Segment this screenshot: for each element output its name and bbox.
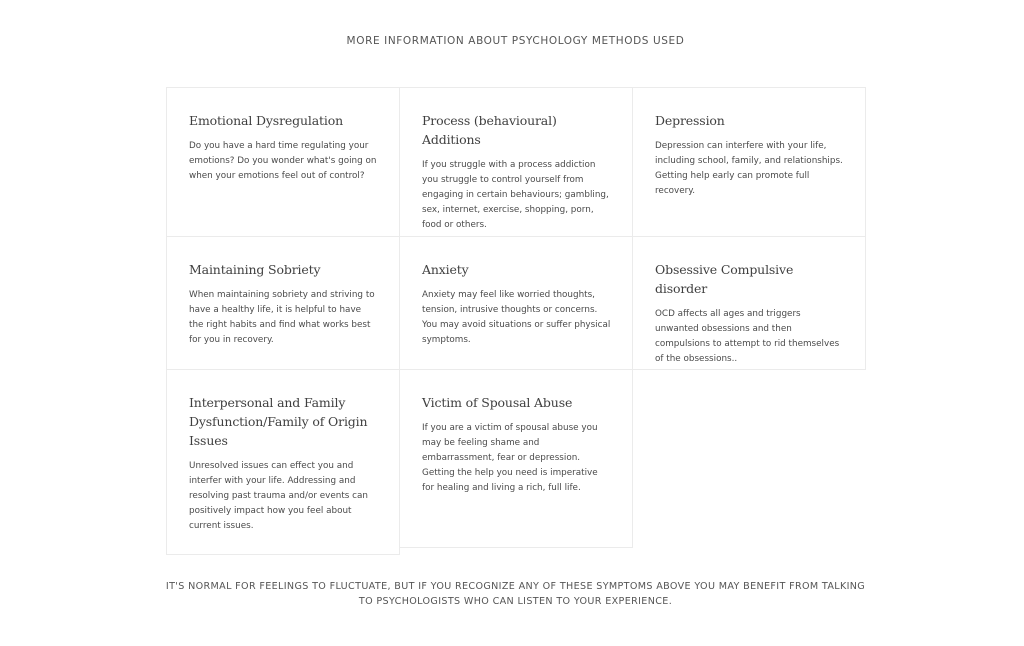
card-process-additions bbox=[399, 87, 633, 237]
card-body: Unresolved issues can effect you and interfer with your life. Addressing and resolving past trauma and/or events can positively impact how you feel about current issues. bbox=[189, 461, 368, 531]
card-spousal-abuse bbox=[399, 369, 633, 548]
card-title: Anxiety bbox=[422, 262, 469, 277]
card-title: Depression bbox=[655, 113, 725, 128]
card-ocd bbox=[632, 236, 866, 370]
card-emotional-dysregulation bbox=[166, 87, 400, 237]
card-title: Process (behavioural) Additions bbox=[422, 113, 557, 147]
card-body: If you struggle with a process addiction you struggle to control yourself from engaging in certain behaviours; gambling, sex, internet, exercise, shopping, porn, food or others. bbox=[422, 160, 609, 230]
card-body: OCD affects all ages and triggers unwanted obsessions and then compulsions to attempt to rid themselves of the obsessions.. bbox=[655, 309, 840, 364]
card-anxiety bbox=[399, 236, 633, 370]
card-title: Interpersonal and Family Dysfunction/Family of Origin Issues bbox=[189, 395, 368, 448]
card-title: Obsessive Compulsive disorder bbox=[655, 262, 794, 296]
card-maintaining-sobriety bbox=[166, 236, 400, 370]
card-body: Depression can interfere with your life, including school, family, and relationships. Getting help early can promote full recovery. bbox=[655, 141, 843, 196]
card-body: Do you have a hard time regulating your emotions? Do you wonder what's going on when your emotions feel out of control? bbox=[189, 141, 377, 181]
card-body: Anxiety may feel like worried thoughts, tension, intrusive thoughts or concerns. You may avoid situations or suffer physical symptoms. bbox=[422, 290, 611, 345]
card-depression bbox=[632, 87, 866, 237]
card-interpersonal-family bbox=[166, 369, 400, 555]
footer-note: IT'S NORMAL FOR FEELINGS TO FLUCTUATE, BUT IF YOU RECOGNIZE ANY OF THESE SYMPTOMS ABOVE YOU MAY BENEFIT FROM TALKING TO PSYCHOLOGISTS WHO CAN LISTEN TO YOUR EXPERIENCE. bbox=[165, 581, 866, 607]
card-body: If you are a victim of spousal abuse you may be feeling shame and embarrassment, fear or depression. Getting the help you need is imperative for healing and living a rich, full life. bbox=[422, 423, 598, 493]
section-heading: MORE INFORMATION ABOUT PSYCHOLOGY METHODS USED bbox=[346, 35, 685, 47]
card-title: Maintaining Sobriety bbox=[189, 262, 321, 277]
card-title: Emotional Dysregulation bbox=[189, 113, 344, 128]
card-title: Victim of Spousal Abuse bbox=[422, 395, 573, 410]
card-body: When maintaining sobriety and striving to have a healthy life, it is helpful to have the right habits and find what works best for you in recovery. bbox=[189, 290, 375, 345]
